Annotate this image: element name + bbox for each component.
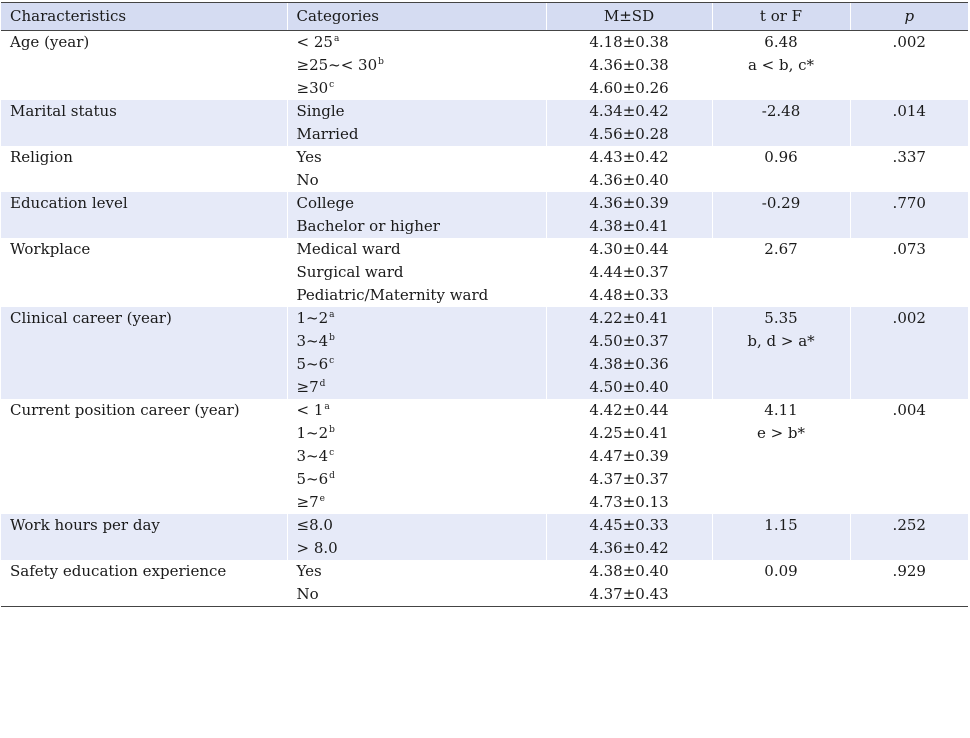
stat-cell (712, 399, 850, 514)
category-label: 5~6 (296, 470, 329, 488)
categories-cell (287, 399, 546, 514)
stat-value: 1.15 (764, 516, 798, 534)
category-label: No (296, 585, 319, 603)
category-superscript: b (329, 425, 335, 435)
msd-value: 4.36±0.40 (589, 171, 669, 189)
category-superscript: b (329, 333, 335, 343)
characteristic-label: Religion (10, 148, 73, 166)
category-label: < 25 (296, 33, 333, 51)
category-item (297, 238, 546, 261)
stat-cell (712, 192, 850, 238)
characteristic-cell (1, 100, 287, 146)
posthoc-note: e > b* (756, 424, 806, 442)
table-body (1, 31, 968, 607)
stat-cell (712, 307, 850, 399)
msd-value: 4.73±0.13 (589, 493, 669, 511)
characteristic-cell (1, 514, 287, 560)
category-item (297, 560, 546, 583)
category-label: No (296, 171, 319, 189)
msd-value: 4.48±0.33 (589, 286, 669, 304)
category-superscript: a (324, 402, 330, 412)
table-row (1, 192, 968, 238)
category-label: ≤8.0 (296, 516, 333, 534)
p-value: .073 (892, 240, 926, 258)
category-label: ≥7 (296, 378, 319, 396)
characteristic-cell (1, 399, 287, 514)
msd-value: 4.36±0.39 (589, 194, 669, 212)
msd-value: 4.18±0.38 (589, 33, 669, 51)
msd-value: 4.50±0.40 (589, 378, 669, 396)
category-item (297, 353, 546, 376)
category-item (297, 330, 546, 353)
category-label: Pediatric/Maternity ward (296, 286, 489, 304)
msd-cell (546, 31, 712, 101)
msd-value: 4.36±0.38 (589, 56, 669, 74)
categories-cell (287, 100, 546, 146)
category-item (297, 491, 546, 514)
category-label: Surgical ward (296, 263, 404, 281)
category-item (297, 31, 546, 54)
msd-value: 4.50±0.37 (589, 332, 669, 350)
msd-cell (546, 100, 712, 146)
category-item (297, 307, 546, 330)
stat-cell (712, 514, 850, 560)
characteristic-cell (1, 31, 287, 101)
category-item (297, 399, 546, 422)
statistics-table (1, 2, 968, 607)
msd-value: 4.42±0.44 (589, 401, 669, 419)
msd-value: 4.25±0.41 (589, 424, 669, 442)
category-superscript: c (329, 356, 335, 366)
category-item (297, 146, 546, 169)
category-item (297, 583, 546, 606)
category-label: ≥25~< 30 (296, 56, 378, 74)
p-cell (850, 238, 968, 307)
stat-value: 2.67 (764, 240, 798, 258)
p-value: .337 (892, 148, 926, 166)
stat-value: 0.96 (764, 148, 798, 166)
category-superscript: c (329, 448, 335, 458)
stat-cell (712, 100, 850, 146)
msd-cell (546, 399, 712, 514)
table-row (1, 514, 968, 560)
msd-value: 4.37±0.37 (589, 470, 669, 488)
category-superscript: b (378, 57, 384, 67)
category-item (297, 284, 546, 307)
msd-value: 4.37±0.43 (589, 585, 669, 603)
header-row (1, 3, 968, 31)
stat-cell (712, 31, 850, 101)
category-label: 3~4 (296, 447, 329, 465)
table-row (1, 399, 968, 514)
p-value: .252 (892, 516, 926, 534)
category-label: ≥30 (296, 79, 329, 97)
msd-value: 4.38±0.40 (589, 562, 669, 580)
characteristic-label: Education level (10, 194, 128, 212)
header-characteristics: Characteristics (1, 3, 287, 31)
category-label: ≥7 (296, 493, 319, 511)
stat-cell (712, 560, 850, 607)
categories-cell (287, 514, 546, 560)
header-msd: M±SD (546, 3, 712, 31)
p-cell (850, 560, 968, 607)
characteristic-cell (1, 238, 287, 307)
category-item (297, 77, 546, 100)
msd-cell (546, 146, 712, 192)
category-item (297, 422, 546, 445)
characteristic-label: Current position career (year) (10, 401, 240, 419)
msd-cell (546, 514, 712, 560)
msd-cell (546, 238, 712, 307)
category-label: Yes (296, 562, 322, 580)
characteristic-cell (1, 146, 287, 192)
characteristic-label: Safety education experience (10, 562, 227, 580)
p-value: .002 (892, 33, 926, 51)
category-item (297, 445, 546, 468)
category-item (297, 192, 546, 215)
table-header (1, 3, 968, 31)
categories-cell (287, 238, 546, 307)
p-value: .004 (892, 401, 926, 419)
msd-cell (546, 192, 712, 238)
category-superscript: c (329, 80, 335, 90)
categories-cell (287, 307, 546, 399)
category-item (297, 54, 546, 77)
category-item (297, 468, 546, 491)
msd-value: 4.38±0.36 (589, 355, 669, 373)
category-label: < 1 (296, 401, 324, 419)
stat-value: 5.35 (764, 309, 798, 327)
table-row (1, 31, 968, 101)
category-superscript: a (329, 310, 335, 320)
category-superscript: e (319, 494, 325, 504)
category-item (297, 123, 546, 146)
header-p: p (850, 3, 968, 31)
p-cell (850, 307, 968, 399)
p-value: .014 (892, 102, 926, 120)
msd-value: 4.22±0.41 (589, 309, 669, 327)
p-cell (850, 192, 968, 238)
category-item (297, 100, 546, 123)
characteristic-cell (1, 192, 287, 238)
category-superscript: d (329, 471, 335, 481)
posthoc-note: b, d > a* (747, 332, 815, 350)
categories-cell (287, 31, 546, 101)
msd-value: 4.34±0.42 (589, 102, 669, 120)
msd-value: 4.30±0.44 (589, 240, 669, 258)
p-value: .929 (892, 562, 926, 580)
table-row (1, 307, 968, 399)
table-row (1, 146, 968, 192)
header-t-or-f: t or F (712, 3, 850, 31)
p-cell (850, 399, 968, 514)
category-label: Medical ward (296, 240, 401, 258)
category-superscript: a (333, 34, 340, 44)
msd-value: 4.60±0.26 (589, 79, 669, 97)
characteristic-label: Workplace (10, 240, 91, 258)
stat-value: 6.48 (764, 33, 798, 51)
category-label: College (296, 194, 354, 212)
posthoc-note: a < b, c* (747, 56, 815, 74)
stat-value: -2.48 (761, 102, 801, 120)
categories-cell (287, 192, 546, 238)
characteristic-cell (1, 560, 287, 607)
stat-cell (712, 238, 850, 307)
category-item (297, 537, 546, 560)
table-row (1, 560, 968, 607)
msd-value: 4.43±0.42 (589, 148, 669, 166)
category-label: 1~2 (296, 424, 329, 442)
characteristic-cell (1, 307, 287, 399)
characteristic-label: Marital status (10, 102, 117, 120)
msd-value: 4.44±0.37 (589, 263, 669, 281)
stat-value: -0.29 (761, 194, 801, 212)
p-value: .770 (892, 194, 926, 212)
table-row (1, 100, 968, 146)
category-superscript: d (319, 379, 326, 389)
category-item (297, 261, 546, 284)
category-label: Yes (296, 148, 322, 166)
category-label: 3~4 (296, 332, 329, 350)
category-label: Bachelor or higher (296, 217, 440, 235)
p-value: .002 (892, 309, 926, 327)
category-label: Married (296, 125, 359, 143)
stat-value: 4.11 (764, 401, 798, 419)
header-categories: Categories (287, 3, 546, 31)
category-item (297, 169, 546, 192)
category-item (297, 514, 546, 537)
msd-cell (546, 307, 712, 399)
p-cell (850, 31, 968, 101)
categories-cell (287, 560, 546, 607)
msd-value: 4.47±0.39 (589, 447, 669, 465)
stat-value: 0.09 (764, 562, 798, 580)
categories-cell (287, 146, 546, 192)
characteristic-label: Work hours per day (10, 516, 160, 534)
msd-value: 4.56±0.28 (589, 125, 669, 143)
p-cell (850, 514, 968, 560)
msd-cell (546, 560, 712, 607)
category-item (297, 215, 546, 238)
category-label: Single (296, 102, 345, 120)
p-cell (850, 100, 968, 146)
category-item (297, 376, 546, 399)
category-label: 5~6 (296, 355, 329, 373)
p-cell (850, 146, 968, 192)
characteristic-label: Age (year) (10, 33, 90, 51)
table-row (1, 238, 968, 307)
msd-value: 4.36±0.42 (589, 539, 669, 557)
msd-value: 4.38±0.41 (589, 217, 669, 235)
msd-value: 4.45±0.33 (589, 516, 669, 534)
category-label: 1~2 (296, 309, 329, 327)
characteristic-label: Clinical career (year) (10, 309, 172, 327)
stat-cell (712, 146, 850, 192)
category-label: > 8.0 (296, 539, 338, 557)
